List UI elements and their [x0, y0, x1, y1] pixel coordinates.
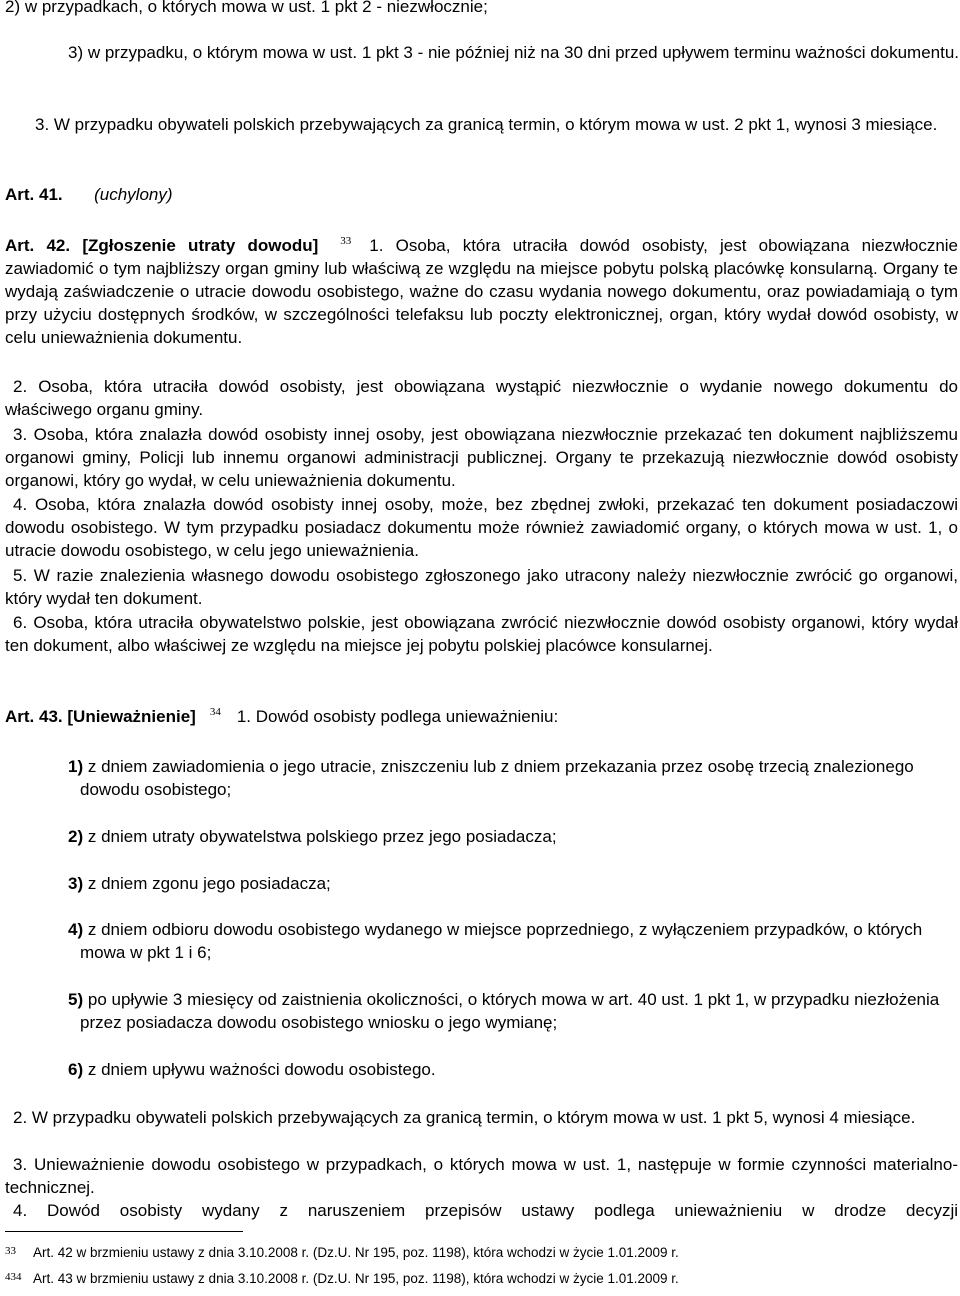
article-43-title: [Unieważnienie] — [67, 707, 196, 726]
article-43-paragraph-4: 4. Dowód osobisty wydany z naruszeniem przepisów ustawy podlega unieważnieniu w drodze decyzji — [13, 1201, 958, 1220]
article-42-paragraph-4: 4. Osoba, która znalazła dowód osobisty innej osoby, może, bez zbędnej zwłoki, przekazać ten dokument posiadaczowi dowodu osobistego. W tym przypadku posiadacz dokumentu może również zawiadomić organy, o których mowa w ust. 1, o utracie dowodu osobistego, w celu jego unieważnienia. — [5, 495, 958, 560]
footnote-ref-33[interactable]: 33 — [340, 235, 352, 247]
article-43-item-6: 6) z dniem upływu ważności dowodu osobistego. — [68, 1060, 436, 1079]
item-2: 2) w przypadkach, o których mowa w ust. 1 pkt 2 - niezwłocznie; — [5, 0, 488, 16]
article-42-paragraph-3: 3. Osoba, która znalazła dowód osobisty innej osoby, jest obowiązana niezwłocznie przekazać ten dokument najbliższemu organowi gminy, Policji lub innemu organowi administracji publicznej. Organy te przekazują niezwłocznie dowód osobisty organowi, który go wydał, w celu unieważnienia dokumentu. — [5, 425, 958, 490]
article-42-paragraph-1: Art. 42. [Zgłoszenie utraty dowodu] $^{33}$ 1. Osoba, która utraciła dowód osobisty, jest obowiązana niezwłocznie zawiadomić o tym najbliższy organ gminy lub właściwą ze względu na miejsce pobytu polską placówkę konsularną. Organy te wydają zaświadczenie o utracie dowodu osobistego, ważne do czasu wydania nowego dokumentu, oraz powiadamiają o tym przy użyciu dostępnych środków, w szczególności telefaksu lub poczty elektronicznej, organ, który wydał dowód osobisty, w celu unieważnienia dokumentu. — [5, 235, 958, 347]
article-43-paragraph-2: 2. W przypadku obywateli polskich przebywających za granicą termin, o którym mowa w ust. 1 pkt 5, wynosi 4 miesiące. — [13, 1108, 916, 1127]
article-43-intro: Art. 43. [Unieważnienie] $^{34}$ 1. Dowód osobisty podlega unieważnieniu: — [5, 706, 559, 726]
article-43-item-2: 2) z dniem utraty obywatelstwa polskiego przez jego posiadacza; — [68, 827, 557, 846]
article-43-item-3: 3) z dniem zgonu jego posiadacza; — [68, 874, 331, 893]
article-43-number: Art. 43. — [5, 707, 63, 726]
footnote-34 — [5, 1270, 958, 1289]
footnote-separator — [5, 1231, 243, 1232]
article-42-number: Art. 42. — [5, 236, 71, 255]
footnote-mark: 33 — [5, 1245, 16, 1257]
item-3: 3) w przypadku, o którym mowa w ust. 1 pkt 3 - nie później niż na 30 dni przed upływem terminu ważności dokumentu. — [68, 43, 960, 62]
article-43-item-1: 1) z dniem zawiadomienia o jego utracie, zniszczeniu lub z dniem przekazania przez osobę trzecią znalezionego dowodu osobistego; — [68, 757, 914, 799]
footnote-33 — [5, 1244, 958, 1263]
article-43-item-5: 5) po upływie 3 miesięcy od zaistnienia okoliczności, o których mowa w art. 40 ust. 1 pkt 1, w przypadku niezłożenia przez posiadacza dowodu osobistego wniosku o jego wymianę; — [68, 990, 940, 1032]
article-42-paragraph-2: 2. Osoba, która utraciła dowód osobisty, jest obowiązana wystąpić niezwłocznie o wydanie nowego dokumentu do właściwego organu gminy. — [5, 377, 958, 419]
paragraph-3: 3. W przypadku obywateli polskich przebywających za granicą termin, o którym mowa w ust. 2 pkt 1, wynosi 3 miesiące. — [35, 115, 938, 134]
footnote-text: Art. 42 w brzmieniu ustawy z dnia 3.10.2008 r. (Dz.U. Nr 195, poz. 1198), która wchodzi w życie 1.01.2009 r. — [33, 1245, 679, 1260]
footnote-text: Art. 43 w brzmieniu ustawy z dnia 3.10.2008 r. (Dz.U. Nr 195, poz. 1198), która wchodzi w życie 1.01.2009 r. — [33, 1271, 679, 1286]
article-41-number: Art. 41. — [5, 185, 63, 204]
footnote-mark: 434 — [5, 1271, 22, 1283]
article-42-title: [Zgłoszenie utraty dowodu] — [82, 236, 319, 255]
article-43-item-4: 4) z dniem odbioru dowodu osobistego wydanego w miejsce poprzedniego, z wyłączeniem przypadków, o których mowa w pkt 1 i 6; — [68, 920, 923, 962]
article-41-status: (uchylony) — [94, 185, 173, 204]
article-41 — [5, 183, 958, 206]
article-43-paragraph-3: 3. Unieważnienie dowodu osobistego w przypadkach, o których mowa w ust. 1, następuje w formie czynności materialno-technicznej. — [5, 1155, 958, 1197]
article-42-paragraph-5: 5. W razie znalezienia własnego dowodu osobistego zgłoszonego jako utracony należy niezwłocznie zwrócić go organowi, który wydał ten dokument. — [5, 566, 958, 608]
article-42-paragraph-6: 6. Osoba, która utraciła obywatelstwo polskie, jest obowiązana zwrócić niezwłocznie dowód osobisty organowi, który wydał ten dokument, albo właściwej ze względu na miejsce jej pobytu polskiej placówce konsularnej. — [5, 613, 958, 655]
footnote-ref-34[interactable]: 34 — [209, 706, 221, 718]
